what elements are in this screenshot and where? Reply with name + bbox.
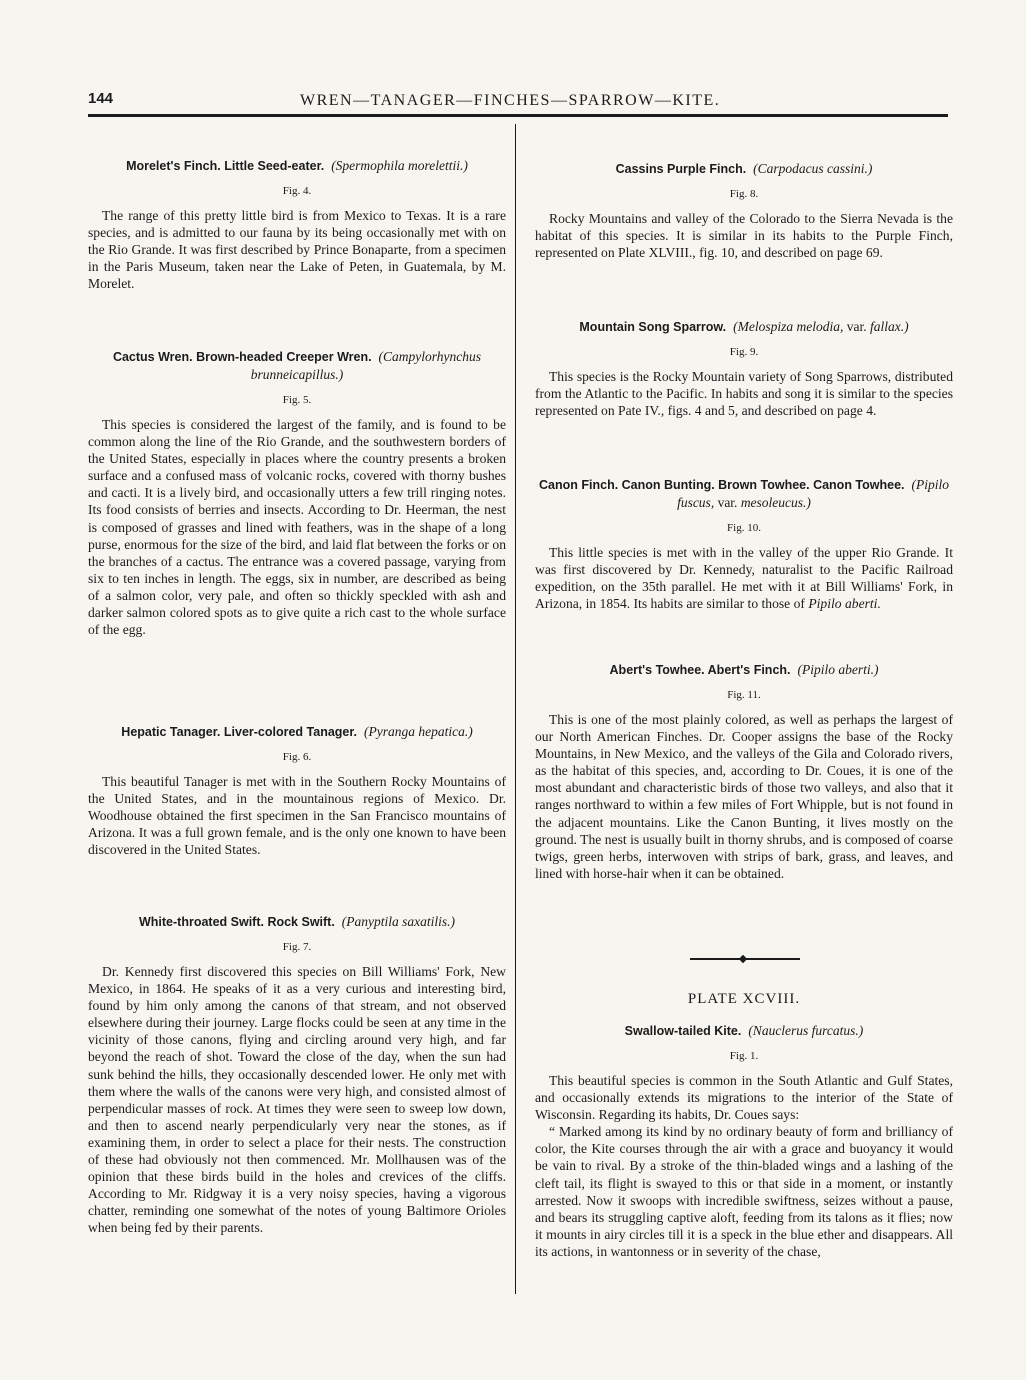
scientific-variety: mesoleucus.)	[740, 495, 811, 510]
common-name: Hepatic Tanager. Liver-colored Tanager.	[121, 725, 358, 739]
body-text: This little species is met with in the valley of the upper Rio Grande. It was first discovered by Dr. Kennedy, naturalist to the Pacific Railroad expedition, on the 35th parallel. He met with it at Bill Williams' Fork, in Arizona, in 1854. Its habits are similar to those of	[535, 545, 953, 612]
figure-label: Fig. 11.	[727, 689, 761, 701]
scientific-name: (Panyptila saxatilis.)	[341, 914, 456, 929]
entry-quote: “ Marked among its kind by no ordinary beauty of form and brilliancy of color, the Kite courses through the air with a grace and buoyancy it would be vain to rival. By a stroke of the thin-bladed wings and a lashing of the cleft tail, its flight is swayed to this or that side in a moment, or instantly arrested. Now it swoops with incredible swiftness, seizes without a pause, and bears its struggling captive aloft, feeding from its talons as it flies; now it mounts in airy circles till it is a speck in the blue ether and disappears. All its actions, in wantonness or in severity of the chase,	[535, 1124, 953, 1259]
figure-label: Fig. 1.	[729, 1050, 759, 1062]
header-rule	[88, 114, 948, 117]
scientific-name: (Carpodacus cassini.)	[753, 161, 873, 176]
figure-label: Fig. 8.	[729, 188, 759, 200]
entry-canon-finch	[535, 476, 953, 612]
body-italic: Pipilo aberti.	[808, 596, 881, 612]
entry-heading	[535, 661, 953, 679]
entry-morelets-finch	[88, 157, 506, 292]
scientific-name: (Spermophila morelettii.)	[331, 158, 468, 173]
figure-label: Fig. 5.	[282, 394, 312, 406]
scientific-variety: fallax.)	[869, 319, 909, 334]
entry-aberts-towhee	[535, 661, 953, 882]
entry-body: This beautiful Tanager is met with in the Southern Rocky Mountains of the United States, and in the mountainous regions of Mexico. Dr. Woodhouse obtained the first specimen in the San Francisco mountains of Arizona. It was a full grown female, and is the only one known to have been discovered in the United States.	[88, 774, 506, 858]
figure-label: Fig. 4.	[282, 185, 312, 197]
entry-heading	[535, 1022, 953, 1040]
entry-body: The range of this pretty little bird is from Mexico to Texas. It is a rare species, and is admitted to our fauna by its being occasionally met with on the Rio Grande. It was first described by Prince Bonaparte, from a specimen in the Paris Museum, taken near the Lake of Peten, in Guatemala, by M. Morelet.	[88, 208, 506, 292]
figure-label: Fig. 9.	[729, 346, 759, 358]
variety-label: var.	[843, 319, 870, 334]
scientific-name: (Campylorhynchus brunneicapillus.)	[250, 349, 482, 382]
entry-heading	[535, 160, 953, 178]
common-name: Abert's Towhee. Abert's Finch.	[609, 663, 791, 677]
scientific-name: (Pipilo aberti.)	[797, 662, 879, 677]
entry-swallow-tailed-kite	[535, 991, 953, 1260]
common-name: Cassins Purple Finch.	[615, 162, 747, 176]
entry-cactus-wren	[88, 348, 506, 638]
entry-heading	[88, 913, 506, 931]
entry-heading	[88, 348, 506, 384]
running-head: WREN—TANAGER—FINCHES—SPARROW—KITE.	[300, 92, 721, 109]
entry-body: This species is considered the largest of the family, and is found to be common along the line of the Rio Grande, and the southwestern borders of the United States, especially in places where the country presents a broken surface and a confused mass of volcanic rocks, covered with thorny bushes and cacti. It is a lively bird, and occasionally utters a few trill ringing notes. Its food consists of berries and insects. According to Dr. Heerman, the nest is composed of grasses and lined with feathers, was in the shape of a long purse, enormous for the size of the bird, and laid flat between the forks or on the branches of a cactus. The entrance was a covered passage, varying from six to ten inches in length. The eggs, six in number, are described as being of a salmon color, very pale, and often so thickly speckled with ash and darker salmon colored spots as to give quite a rich cast to the whole surface of the egg.	[88, 417, 506, 638]
entry-body: Dr. Kennedy first discovered this species on Bill Williams' Fork, New Mexico, in 1864. He speaks of it as a very curious and interesting bird, found by him only among the canons of that stream, and not observed elsewhere during their journey. Large flocks could be seen at any time in the vicinity of those canons, flying and circling around very high, and far beyond the reach of shot. Toward the close of the day, when the sun had sunk behind the hills, they occasionally descended lower. He only met with them where the walls of the canons were very high, and consisted almost of perpendicular masses of rock. At times they were seen to sweep low down, and then to ascend nearly perpendicularly very near the stones, as if examining them, in order to select a place for their nests. The construction of these had obviously not then commenced. Mr. Mollhausen was of the opinion that these birds build in the holes and crevices of the cliffs. According to Mr. Ridgway it is a very noisy species, having a vigorous chatter, reminding one somewhat of the notes of young Baltimore Orioles when being fed by their parents.	[88, 964, 506, 1236]
plate-title: PLATE XCVIII.	[687, 991, 801, 1007]
common-name: White-throated Swift. Rock Swift.	[138, 915, 335, 929]
entry-body	[535, 544, 953, 612]
common-name: Swallow-tailed Kite.	[624, 1024, 742, 1038]
figure-label: Fig. 6.	[282, 751, 312, 763]
figure-label: Fig. 7.	[282, 941, 312, 953]
entry-cassins-purple-finch	[535, 160, 953, 261]
figure-label: Fig. 10.	[727, 522, 761, 534]
entry-white-throated-swift	[88, 913, 506, 1237]
common-name: Cactus Wren. Brown-headed Creeper Wren.	[112, 350, 372, 364]
entry-heading	[535, 318, 953, 336]
common-name: Mountain Song Sparrow.	[579, 320, 727, 334]
column-divider	[515, 124, 516, 1294]
entry-heading	[535, 476, 953, 512]
entry-body: This species is the Rocky Mountain variety of Song Sparrows, distributed from the Atlantic to the Pacific. In habits and song it is similar to the species represented on Pate IV., figs. 4 and 5, and described on page 4.	[535, 369, 953, 419]
entry-heading	[88, 723, 506, 741]
entry-body: Rocky Mountains and valley of the Colorado to the Sierra Nevada is the habitat of this species. It is similar in its habits to the Purple Finch, represented on Plate XLVIII., fig. 10, and described on page 69.	[535, 211, 953, 261]
scientific-name: (Nauclerus furcatus.)	[748, 1023, 864, 1038]
scientific-name: (Melospiza melodia,	[733, 319, 844, 334]
entry-heading	[88, 157, 506, 175]
variety-label: var.	[714, 495, 741, 510]
scientific-name: (Pyranga hepatica.)	[363, 724, 473, 739]
page-number: 144	[88, 90, 114, 107]
entry-mountain-song-sparrow	[535, 318, 953, 419]
common-name: Morelet's Finch. Little Seed-eater.	[126, 159, 325, 173]
common-name: Canon Finch. Canon Bunting. Brown Towhee. Canon Towhee.	[539, 478, 905, 492]
entry-body: This is one of the most plainly colored, as well as perhaps the largest of our North American Finches. Dr. Cooper assigns the base of the Rocky Mountains, in New Mexico, and the valleys of the Gila and Colorado rivers, as the habitat of this species, and, according to Dr. Coues, it is one of the most abundant and characteristic birds of those two valleys, and also that it ranges northward to within a few miles of Fort Whipple, but is not found in the adjacent mountains. Like the Canon Bunting, it lives mostly on the ground. The nest is usually built in thorny shrubs, and is composed of coarse twigs, green herbs, interwoven with strips of bark, grass, and leaves, and lined with horse-hair when it can be obtained.	[535, 712, 953, 881]
entry-hepatic-tanager	[88, 723, 506, 858]
entry-body: This beautiful species is common in the South Atlantic and Gulf States, and occasionally extends its migrations to the interior of the State of Wisconsin. Regarding its habits, Dr. Coues says:	[535, 1073, 953, 1123]
scientific-name: (Pipilo fuscus,	[677, 477, 949, 510]
section-ornament	[690, 958, 800, 960]
